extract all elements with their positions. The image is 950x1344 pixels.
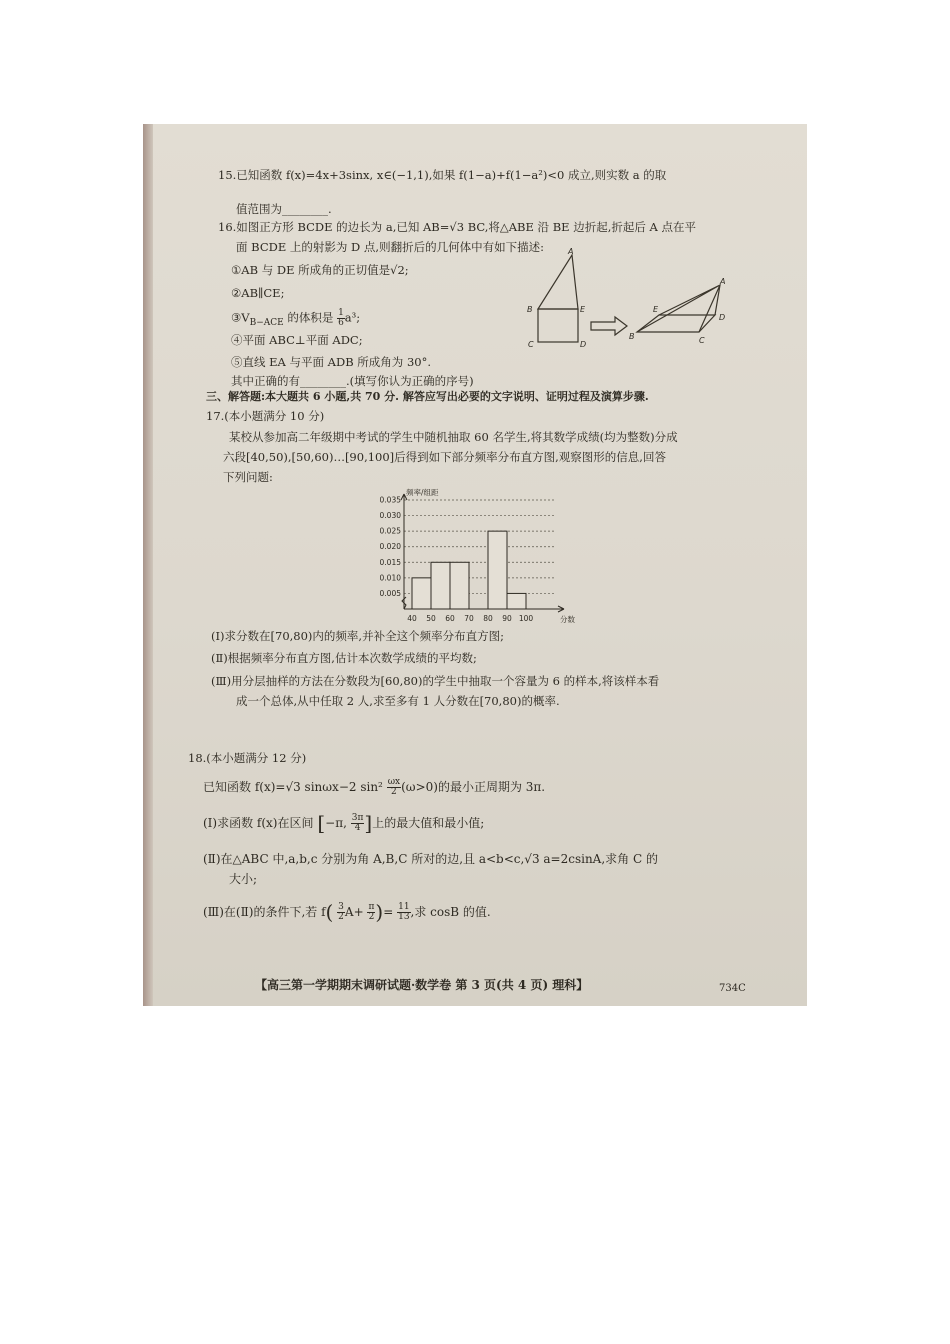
q17-part3a: (Ⅲ)用分层抽样的方法在分数段为[60,80)的学生中抽取一个容量为 6 的样本,将该样本看 [211, 674, 660, 688]
q17-intro2: 六段[40,50),[50,60)…[90,100]后得到如下部分频率分布直方图,观察图形的信息,回答 [223, 450, 666, 464]
interval-left: −π, [325, 816, 347, 830]
y-tick-label-4: 0.025 [379, 526, 401, 536]
interval-fraction [351, 814, 365, 833]
q16-item1: ①AB 与 DE 所成角的正切值是√2; [231, 263, 409, 277]
paper-code: 734C [719, 983, 746, 994]
item3-v: ③V [231, 310, 250, 325]
photographed-exam-page [143, 124, 807, 1006]
p3-mid: A+ [344, 905, 364, 919]
paren-right: ) [375, 900, 384, 924]
q16-line2: 面 BCDE 上的射影为 D 点,则翻折后的几何体中有如下描述: [236, 240, 544, 254]
bar-4 [488, 531, 507, 609]
q17-part2: (Ⅱ)根据频率分布直方图,估计本次数学成绩的平均数; [211, 651, 477, 665]
q16-item5: ⑤直线 EA 与平面 ADB 所成角为 30°. [231, 355, 431, 369]
x-axis-title: 分数 [560, 615, 575, 624]
q17-intro3: 下列问题: [223, 470, 273, 484]
label-a-right: A [720, 277, 726, 286]
x-tick-label-3: 70 [464, 614, 474, 623]
label-b-right: B [629, 332, 635, 341]
x-tick-label-6: 100 [518, 614, 534, 623]
x-tick-label-0: 40 [407, 614, 417, 623]
item3-fraction [337, 309, 345, 328]
bar-0 [412, 578, 431, 609]
paren-left: ( [325, 900, 334, 924]
q17-intro1: 某校从参加高二年级期中考试的学生中随机抽取 60 名学生,将其数学成绩(均为整数)分成 [229, 430, 678, 444]
q18-part2b: 大小; [229, 872, 258, 886]
y-tick-label-3: 0.020 [379, 542, 401, 552]
frac-num: 11 [398, 902, 410, 912]
p3-fraction3 [397, 903, 410, 922]
frac-den: 6 [338, 318, 344, 328]
square-bcde [538, 309, 578, 342]
x-tick-label-2: 60 [445, 614, 455, 623]
item3-end: a³; [344, 310, 361, 325]
q15-line1: 15.已知函数 f(x)=4x+3sinx, x∈(−1,1),如果 f(1−a)+f(1−a²)<0 成立,则实数 a 的取 [218, 168, 667, 182]
q18-part2a: (Ⅱ)在△ABC 中,a,b,c 分别为角 A,B,C 所对的边,且 a<b<c,√3 a=2csinA,求角 C 的 [203, 852, 658, 866]
label-b-left: B [527, 305, 533, 314]
p3-eq: = [383, 905, 394, 919]
p1-a: (Ⅰ)求函数 f(x)在区间 [203, 816, 314, 830]
frac-num: 1 [338, 308, 344, 318]
q16-item2: ②AB∥CE; [231, 286, 285, 300]
q18-part3 [203, 900, 491, 924]
q16-item3 [231, 309, 360, 331]
frac-den: 2 [338, 912, 344, 922]
p3-a: (Ⅲ)在(Ⅱ)的条件下,若 f [203, 905, 326, 919]
stmt-fraction [387, 778, 401, 797]
label-c-right: C [699, 336, 705, 345]
section-three-heading: 三、解答题:本大题共 6 小题,共 70 分. 解答应写出必要的文字说明、证明过程及演算步骤. [206, 390, 649, 403]
bar-1 [431, 562, 450, 609]
frac-den: 2 [391, 787, 397, 797]
item3-tail: 的体积是 [283, 310, 334, 325]
q18-part1 [203, 811, 485, 835]
q16-answer: 其中正确的有________.(填写你认为正确的序号) [231, 374, 474, 388]
item3-sub: B−ACE [249, 317, 284, 328]
frequency-histogram [368, 486, 578, 626]
x-tick-label-4: 80 [483, 614, 493, 623]
y-tick-label-6: 0.035 [379, 495, 401, 505]
q17-header: 17.(本小题满分 10 分) [206, 409, 325, 423]
frac-den: 2 [368, 912, 375, 922]
y-tick-label-5: 0.030 [379, 511, 401, 521]
y-tick-label-2: 0.015 [379, 557, 401, 567]
bar-5 [507, 593, 526, 609]
q17-part3b: 成一个总体,从中任取 2 人,求至多有 1 人分数在[70,80)的概率. [236, 694, 560, 708]
label-d-left: D [580, 340, 587, 349]
bracket-right: ] [364, 811, 373, 835]
frac-den: 4 [354, 823, 361, 833]
x-tick-label-5: 90 [502, 614, 512, 623]
q16-fold-figure [523, 248, 773, 353]
x-tick-label-1: 50 [426, 614, 436, 623]
q16-item4: ④平面 ABC⊥平面 ADC; [231, 333, 363, 347]
stmt-a: 已知函数 f(x)=√3 sinωx−2 sin² [203, 780, 383, 794]
q15-line2: 值范围为________. [236, 202, 332, 216]
frac-num: π [368, 902, 375, 912]
q16-line1: 16.如图正方形 BCDE 的边长为 a,已知 AB=√3 BC,将△ABE 沿 BE 边折起,折起后 A 点在平 [218, 220, 696, 234]
triangle-abe [538, 255, 578, 309]
bar-2 [450, 562, 469, 609]
label-d-right: D [719, 313, 726, 322]
p3-b: ,求 cosB 的值. [410, 905, 491, 919]
arrow-icon [591, 317, 627, 335]
bracket-left: [ [317, 811, 326, 835]
frac-num: 3 [338, 902, 344, 912]
y-tick-label-1: 0.010 [379, 573, 401, 583]
p1-b: 上的最大值和最小值; [372, 816, 485, 830]
frac-num: 3π [351, 813, 364, 823]
label-a-left: A [568, 248, 574, 256]
q18-statement [203, 778, 545, 797]
label-c-left: C [528, 340, 534, 349]
y-tick-label-0: 0.005 [379, 588, 401, 598]
p3-fraction1 [337, 903, 345, 922]
folded-edges [637, 285, 720, 332]
y-axis-title: 频率/组距 [406, 488, 439, 497]
label-e-left: E [580, 305, 586, 314]
q17-part1: (Ⅰ)求分数在[70,80)内的频率,并补全这个频率分布直方图; [211, 629, 504, 643]
label-e-right: E [653, 305, 659, 314]
frac-den: 13 [398, 912, 410, 922]
q18-header: 18.(本小题满分 12 分) [188, 751, 307, 765]
stmt-b: (ω>0)的最小正周期为 3π. [401, 780, 546, 794]
page-footer: 【高三第一学期期末调研试题·数学卷 第 3 页(共 4 页) 理科】 [255, 978, 589, 992]
frac-num: ωx [387, 777, 401, 787]
